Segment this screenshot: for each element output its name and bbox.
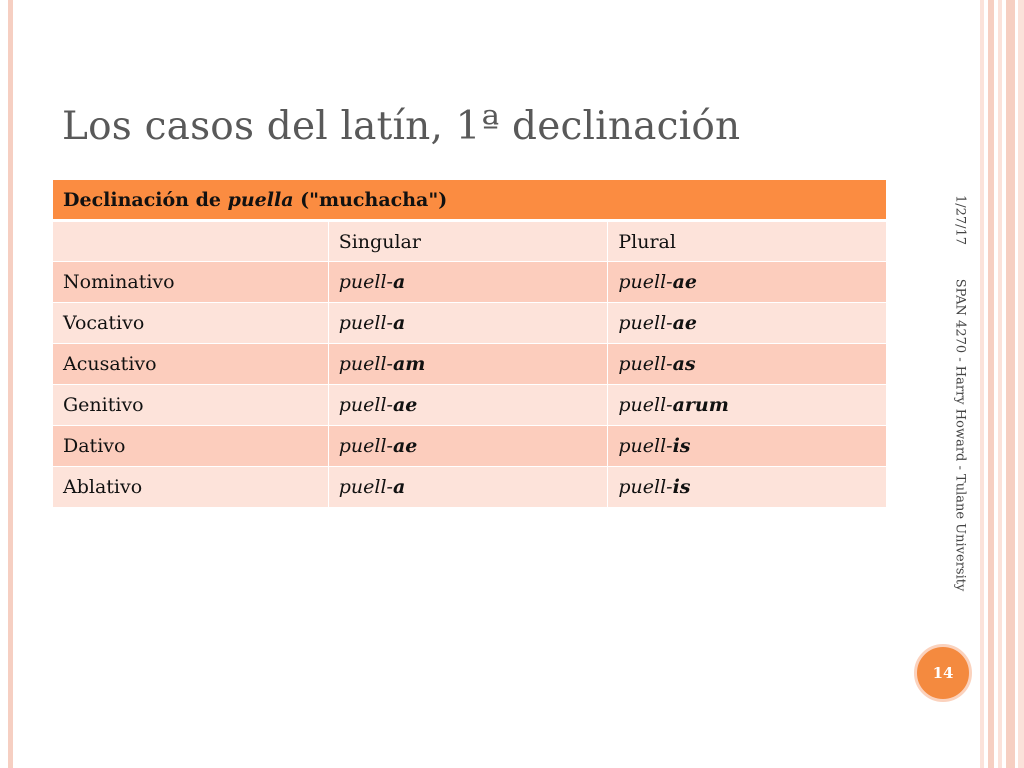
ending: ae (672, 271, 697, 293)
right-frame-stripe (980, 0, 984, 768)
case-name: Nominativo (53, 262, 329, 303)
case-name: Genitivo (53, 385, 329, 426)
table-row (53, 344, 887, 385)
plural-form (608, 385, 887, 426)
stem: puell- (618, 312, 673, 334)
slide-date-text: 1/27/17 (952, 194, 968, 246)
case-name: Acusativo (53, 344, 329, 385)
stem: puell- (338, 476, 393, 498)
page-number-badge (914, 644, 972, 702)
stem: puell- (338, 394, 393, 416)
table-row (53, 467, 887, 508)
left-frame-stripe (8, 0, 13, 768)
right-frame-stripe (998, 0, 1002, 768)
ending: ae (392, 394, 418, 416)
singular-form (328, 262, 608, 303)
stem: puell- (618, 435, 673, 457)
singular-form (328, 385, 608, 426)
stem: puell- (338, 353, 393, 375)
ending: ae (672, 312, 697, 334)
right-frame-stripe (1006, 0, 1015, 768)
slide-credit-text: SPAN 4270 - Harry Howard - Tulane University (952, 278, 968, 592)
declension-table (52, 179, 887, 508)
stem: puell- (338, 435, 393, 457)
column-header-row (53, 221, 887, 262)
table-row (53, 426, 887, 467)
stem: puell- (338, 312, 393, 334)
table-header-row (53, 180, 887, 221)
right-frame-stripe (988, 0, 994, 768)
ending: arum (672, 394, 729, 416)
ending: is (672, 476, 691, 498)
column-header-singular: Singular (328, 221, 608, 262)
slide-title: Los casos del latín, 1ª declinación (62, 104, 741, 149)
case-name: Ablativo (53, 467, 329, 508)
ending: a (392, 271, 406, 293)
case-name: Vocativo (53, 303, 329, 344)
table-header-cell (53, 180, 887, 221)
stem: puell- (338, 271, 393, 293)
column-header-plural: Plural (608, 221, 887, 262)
singular-form (328, 303, 608, 344)
ending: a (392, 476, 406, 498)
stem: puell- (618, 476, 673, 498)
slide-date (940, 190, 980, 250)
stem: puell- (618, 394, 673, 416)
table-row (53, 262, 887, 303)
stem: puell- (618, 353, 673, 375)
table-row (53, 303, 887, 344)
ending: is (672, 435, 691, 457)
ending: ae (392, 435, 418, 457)
header-suffix: ("muchacha") (293, 188, 448, 211)
plural-form (608, 344, 887, 385)
ending: am (392, 353, 426, 375)
header-word: puella (227, 188, 294, 211)
case-name: Dativo (53, 426, 329, 467)
table-row (53, 385, 887, 426)
right-frame-stripe (1018, 0, 1024, 768)
plural-form (608, 426, 887, 467)
slide-credit (940, 265, 980, 605)
stem: puell- (618, 271, 673, 293)
singular-form (328, 467, 608, 508)
ending: as (672, 353, 696, 375)
header-prefix: Declinación de (63, 188, 228, 211)
plural-form (608, 467, 887, 508)
ending: a (392, 312, 406, 334)
plural-form (608, 303, 887, 344)
singular-form (328, 426, 608, 467)
page-number: 14 (932, 664, 954, 682)
column-header-empty (53, 221, 329, 262)
singular-form (328, 344, 608, 385)
plural-form (608, 262, 887, 303)
